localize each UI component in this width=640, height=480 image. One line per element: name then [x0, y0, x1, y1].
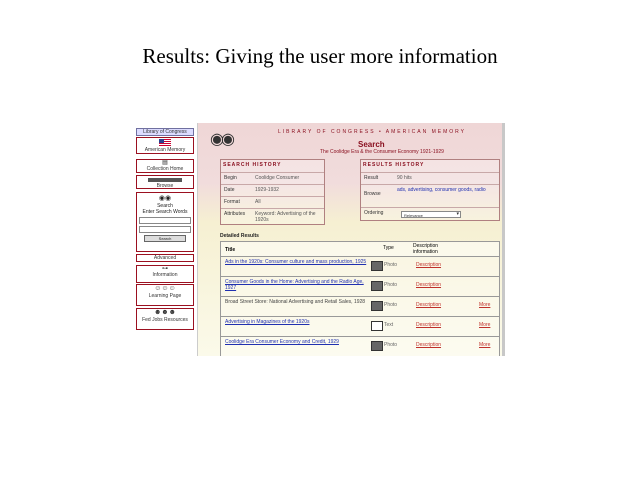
american-memory-label: American Memory	[144, 147, 186, 153]
ordering-select[interactable]: Relevance ▾	[401, 211, 461, 218]
row-value: Coolidge Consumer	[255, 175, 300, 181]
browse-link[interactable]	[136, 175, 194, 189]
table-row	[220, 276, 500, 296]
car-icon: ⊶	[162, 266, 168, 272]
result-format: Text	[384, 322, 394, 328]
search-button[interactable]: Search	[144, 235, 186, 242]
search-history-row	[221, 208, 324, 225]
eyes-logo-icon: ◉◉	[210, 131, 232, 148]
library-of-congress-link[interactable]	[136, 128, 194, 136]
search-history-row	[221, 196, 324, 208]
slide-title: Results: Giving the user more information	[142, 44, 498, 68]
table-header	[220, 241, 500, 256]
row-key: Begin	[224, 175, 237, 181]
learning-label: Learning Page	[148, 293, 182, 299]
photo-thumbnail-icon[interactable]	[371, 281, 383, 291]
figures-icon: ☻☻☻	[153, 309, 177, 316]
search-history-row	[221, 172, 324, 184]
ordering-label: Ordering	[364, 210, 384, 216]
lc-header: LIBRARY OF CONGRESS • AMERICAN MEMORY	[278, 129, 466, 135]
result-title-link[interactable]: Ads in the 1920s: Consumer culture and mass production, 1925	[225, 259, 367, 265]
search-box-heading: Search	[157, 203, 173, 209]
photo-thumbnail-icon[interactable]	[371, 301, 383, 311]
description-link[interactable]: Description	[416, 262, 442, 268]
table-row	[220, 336, 500, 356]
detailed-results-heading: Detailed Results	[220, 233, 259, 239]
page-subtitle: The Coolidge Era & the Consumer Economy 1921-1929	[320, 149, 444, 155]
table-row	[220, 296, 500, 316]
flag-icon	[159, 139, 171, 147]
browse-terms-links[interactable]: ads, advertising, consumer goods, radio	[397, 187, 486, 193]
browser-screenshot	[133, 123, 505, 356]
fed-label: Fed Jobs Resources	[142, 317, 188, 323]
search-box-subheading: Enter Search Words	[142, 209, 188, 215]
result-title-link[interactable]: Consumer Goods in the Home: Advertising and the Radio Age, 1927	[225, 279, 364, 291]
more-link[interactable]: More	[479, 322, 491, 328]
row-key: Format	[224, 199, 240, 205]
row-value: 1929-1932	[255, 187, 279, 193]
description-link[interactable]: Description	[416, 342, 442, 348]
description-link[interactable]: Description	[416, 282, 442, 288]
information-label: Information	[152, 272, 178, 278]
ordering-row	[361, 207, 499, 222]
search-history-row	[221, 184, 324, 196]
description-link[interactable]: Description	[416, 322, 442, 328]
page-title: Search	[358, 140, 385, 149]
description-column-header: Description information	[413, 243, 439, 255]
sidebar	[133, 123, 198, 356]
text-document-icon[interactable]	[371, 321, 383, 331]
results-table	[220, 241, 500, 356]
results-history-row	[361, 172, 499, 184]
sidebar-search-box	[136, 192, 194, 252]
learning-page-link[interactable]	[136, 284, 194, 306]
result-format: Photo	[384, 302, 398, 308]
browse-label: Browse	[156, 183, 174, 189]
results-history-row	[361, 184, 499, 207]
search-input[interactable]	[139, 217, 191, 224]
book-icon: ▤	[162, 160, 168, 166]
result-format: Photo	[384, 342, 398, 348]
result-format: Photo	[384, 282, 398, 288]
photo-thumbnail-icon[interactable]	[371, 261, 383, 271]
result-title-link[interactable]: Advertising in Magazines of the 1920s	[225, 319, 310, 325]
photo-thumbnail-icon[interactable]	[371, 341, 383, 351]
collection-home-link[interactable]	[136, 159, 194, 173]
eyes-icon: ◉◉	[158, 195, 172, 202]
advanced-search-link[interactable]	[136, 254, 194, 262]
row-key: Result	[364, 175, 379, 181]
people-icon: ☺☺☺	[154, 285, 176, 292]
results-history-panel	[360, 159, 500, 221]
information-link[interactable]	[136, 265, 194, 283]
results-history-heading: RESULTS HISTORY	[363, 162, 425, 168]
american-memory-link[interactable]	[136, 137, 194, 154]
row-value: All	[255, 199, 261, 205]
result-format: Photo	[384, 262, 398, 268]
search-history-panel	[220, 159, 325, 225]
result-title-link[interactable]: Coolidge Era Consumer Economy and Credit, 1929	[225, 339, 339, 345]
row-key: Attributes	[224, 211, 246, 217]
more-link[interactable]: More	[479, 342, 491, 348]
fed-jobs-link[interactable]	[136, 308, 194, 330]
main-content	[198, 123, 502, 356]
table-row	[220, 256, 500, 276]
title-column-header: Title	[225, 247, 236, 253]
description-link[interactable]: Description	[416, 302, 442, 308]
library-of-congress-label: Library of Congress	[143, 129, 187, 135]
format-column-header: Type	[383, 245, 394, 251]
row-key: Date	[224, 187, 235, 193]
browse-bar-icon	[148, 178, 182, 182]
table-row	[220, 316, 500, 336]
search-input-2[interactable]	[139, 226, 191, 233]
more-link[interactable]: More	[479, 302, 491, 308]
row-key: Browse	[364, 191, 381, 197]
result-title-text: Broad Street Store: National Advertising and Retail Sales, 1928	[225, 299, 366, 305]
row-value: Keyword: Advertising of the 1920s	[255, 211, 316, 223]
collection-home-label: Collection Home	[146, 166, 184, 172]
advanced-label: Advanced	[153, 255, 177, 261]
search-history-heading: SEARCH HISTORY	[223, 162, 282, 168]
row-value: 90 hits	[397, 175, 412, 181]
